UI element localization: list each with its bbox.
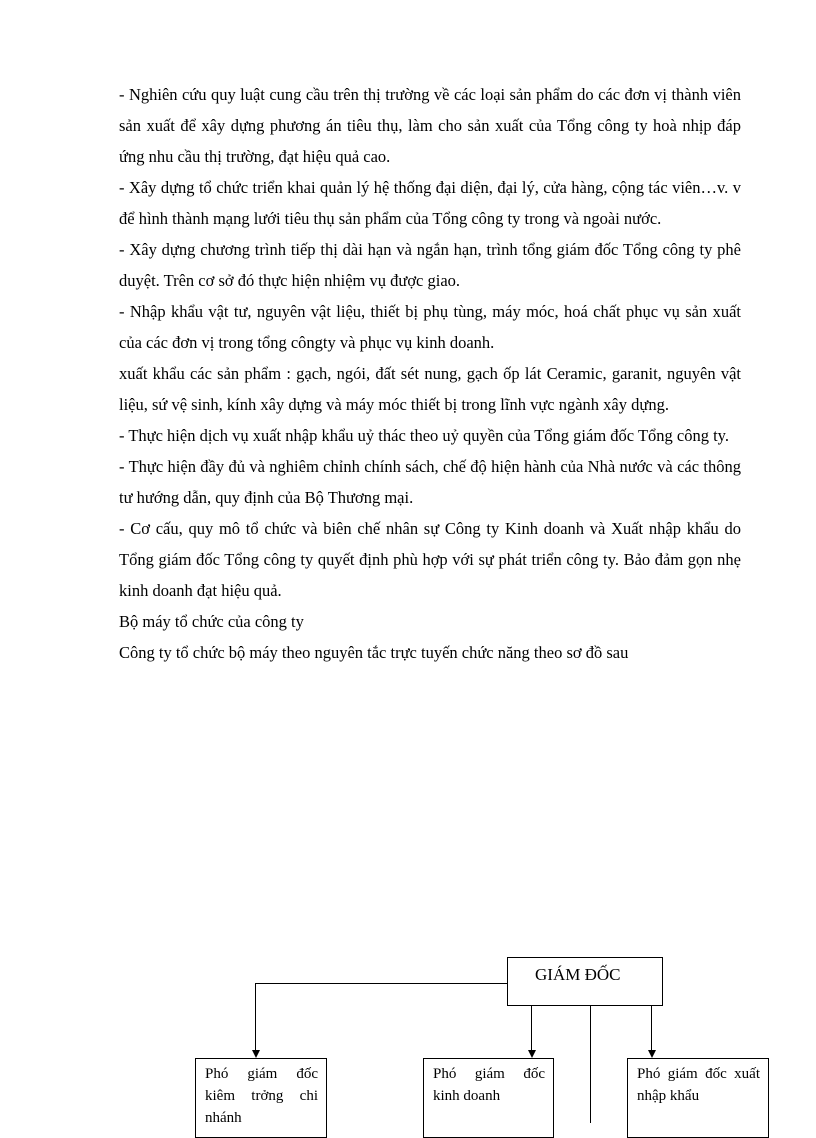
paragraph-structure: - Cơ cấu, quy mô tổ chức và biên chế nhân sự Công ty Kinh doanh và Xuất nhập khẩu do Tổng giám đốc Tổng công ty quyết định phù hợp với sự phát triển công ty. Bảo đảm gọn nhẹ kinh doanh đạt hiệu quả. bbox=[119, 519, 741, 600]
paragraph-entrusted-services: - Thực hiện dịch vụ xuất nhập khẩu uỷ thác theo uỷ quyền của Tổng giám đốc Tổng công ty. bbox=[119, 426, 729, 445]
paragraph-compliance: - Thực hiện đầy đủ và nghiêm chỉnh chính sách, chế độ hiện hành của Nhà nước và các thông tư hướng dẫn, quy định của Bộ Thương mại. bbox=[119, 457, 741, 507]
deputy-import-export-box: Phó giám đốc xuất nhập khẩu bbox=[627, 1058, 769, 1138]
arrow-to-import-export bbox=[648, 1050, 656, 1058]
paragraph-distribution-network: - Xây dựng tổ chức triển khai quản lý hệ thống đại diện, đại lý, cửa hàng, cộng tác viên…v. v để hình thành mạng lưới tiêu thụ sản phẩm của Tổng công ty trong và ngoài nước. bbox=[119, 178, 741, 228]
connector-business-vertical bbox=[531, 1006, 532, 1050]
director-box: GIÁM ĐỐC bbox=[507, 957, 663, 1006]
connector-center-vertical bbox=[590, 1006, 591, 1123]
paragraph-import-materials: - Nhập khẩu vật tư, nguyên vật liệu, thiết bị phụ tùng, máy móc, hoá chất phục vụ sản xuất của các đơn vị trong tổng côngty và phục vụ kinh doanh. bbox=[119, 302, 741, 352]
arrow-to-business bbox=[528, 1050, 536, 1058]
deputy-branch-box: Phó giám đốc kiêm trởng chi nhánh bbox=[195, 1058, 327, 1138]
connector-director-left bbox=[255, 983, 507, 984]
paragraph-export-products: xuất khẩu các sản phẩm : gạch, ngói, đất sét nung, gạch ốp lát Ceramic, garanit, nguyên vật liệu, sứ vệ sinh, kính xây dựng và máy móc thiết bị trong lĩnh vực ngành xây dựng. bbox=[119, 364, 741, 414]
arrow-to-branch bbox=[252, 1050, 260, 1058]
deputy-business-box: Phó giám đốc kinh doanh bbox=[423, 1058, 554, 1138]
paragraph-market-research: - Nghiên cứu quy luật cung cầu trên thị trường về các loại sản phẩm do các đơn vị thành viên sản xuất để xây dựng phương án tiêu thụ, làm cho sản xuất của Tổng công ty hoà nhịp đáp ứng nhu cầu thị trường, đạt hiệu quả cao. bbox=[119, 85, 741, 166]
connector-import-vertical bbox=[651, 1006, 652, 1050]
section-heading-organization: Bộ máy tổ chức của công ty bbox=[119, 612, 304, 631]
connector-branch-vertical bbox=[255, 983, 256, 1050]
paragraph-marketing-program: - Xây dựng chương trình tiếp thị dài hạn và ngắn hạn, trình tổng giám đốc Tổng công ty phê duyệt. Trên cơ sở đó thực hiện nhiệm vụ được giao. bbox=[119, 240, 741, 290]
paragraph-diagram-intro: Công ty tổ chức bộ máy theo nguyên tắc trực tuyến chức năng theo sơ đồ sau bbox=[119, 643, 629, 662]
